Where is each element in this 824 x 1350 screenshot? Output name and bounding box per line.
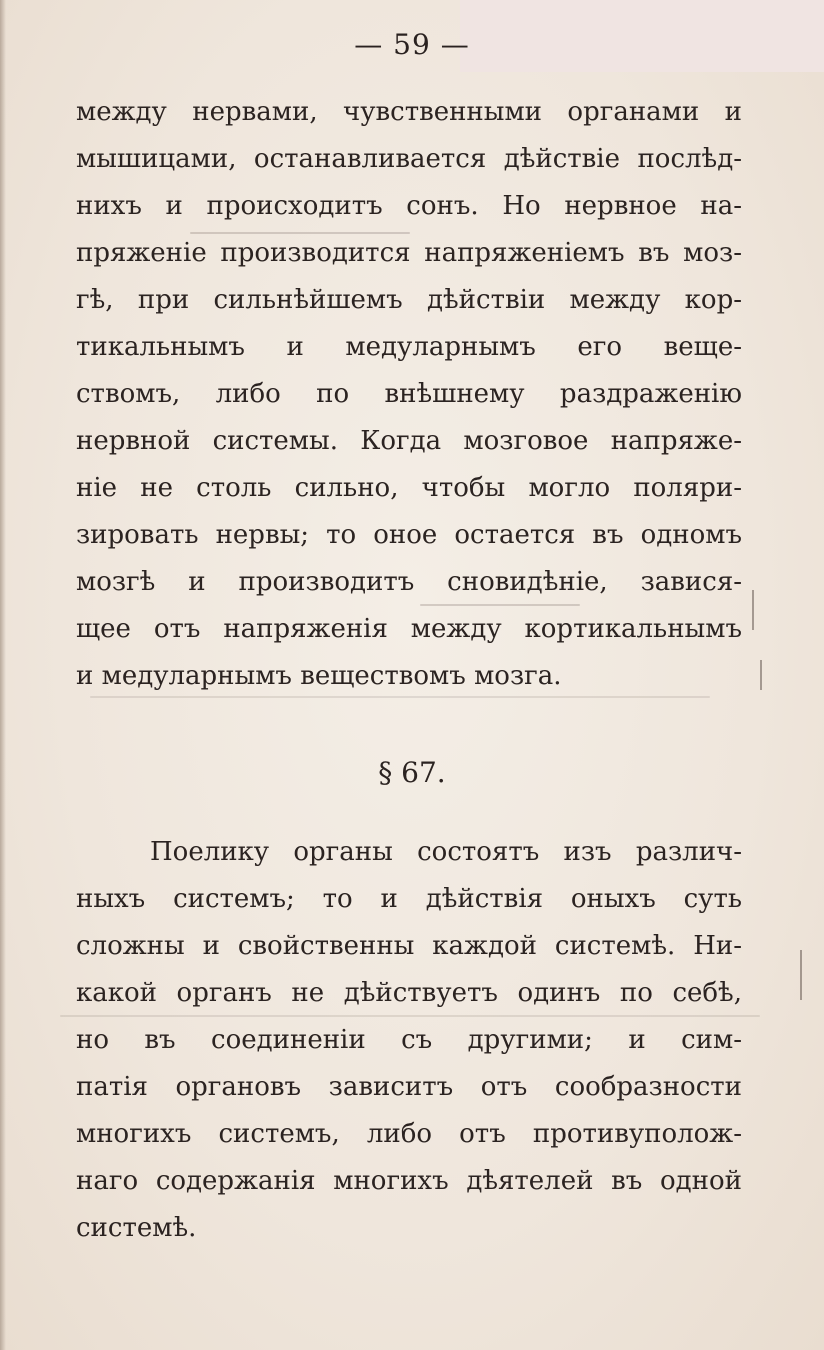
text-line: между нервами, чувственными органами и [76,97,742,127]
text-line: пряженіе производится напряженіемъ въ моз- [76,238,742,268]
text-line: тикальнымъ и медуларнымъ его веще- [76,332,742,362]
text-line: Поелику органы состоятъ изъ различ- [150,837,742,867]
text-line: ныхъ системъ; то и дѣйствія оныхъ суть [76,884,742,914]
text-line: гѣ, при сильнѣйшемъ дѣйствіи между кор- [76,285,742,315]
text-line: многихъ системъ, либо отъ противуполож- [76,1119,742,1149]
text-line: мозгѣ и производитъ сновидѣніе, завися- [76,567,742,597]
text-line: патія органовъ зависитъ отъ сообразности [76,1072,742,1102]
margin-mark [752,590,754,630]
text-line: сложны и свойственны каждой системѣ. Ни- [76,931,742,961]
margin-mark [800,950,802,1000]
ink-smudge [190,232,410,234]
text-line: но въ соединеніи съ другими; и сим- [76,1025,742,1055]
page-number: — 59 — [354,28,470,61]
ink-smudge [60,1015,760,1017]
ink-smudge [90,696,710,698]
text-line: мышицами, останавливается дѣйствіе послѣд- [76,144,742,174]
text-line: щее отъ напряженія между кортикальнымъ [76,614,742,644]
text-line: системѣ. [76,1213,197,1243]
text-line: и медуларнымъ веществомъ мозга. [76,661,562,691]
text-line: нервной системы. Когда мозговое напряже- [76,426,742,456]
section-heading: § 67. [378,756,446,789]
text-line: какой органъ не дѣйствуетъ одинъ по себѣ, [76,978,742,1008]
page-edge-shadow [0,0,6,1350]
text-line: наго содержанія многихъ дѣятелей въ одной [76,1166,742,1196]
text-line: ніе не столь сильно, чтобы могло поляри- [76,473,742,503]
ink-smudge [420,604,580,606]
text-line: ствомъ, либо по внѣшнему раздраженію [76,379,742,409]
text-line: зировать нервы; то оное остается въ одномъ [76,520,742,550]
margin-mark [760,660,762,690]
text-line: нихъ и происходитъ сонъ. Но нервное на- [76,191,742,221]
